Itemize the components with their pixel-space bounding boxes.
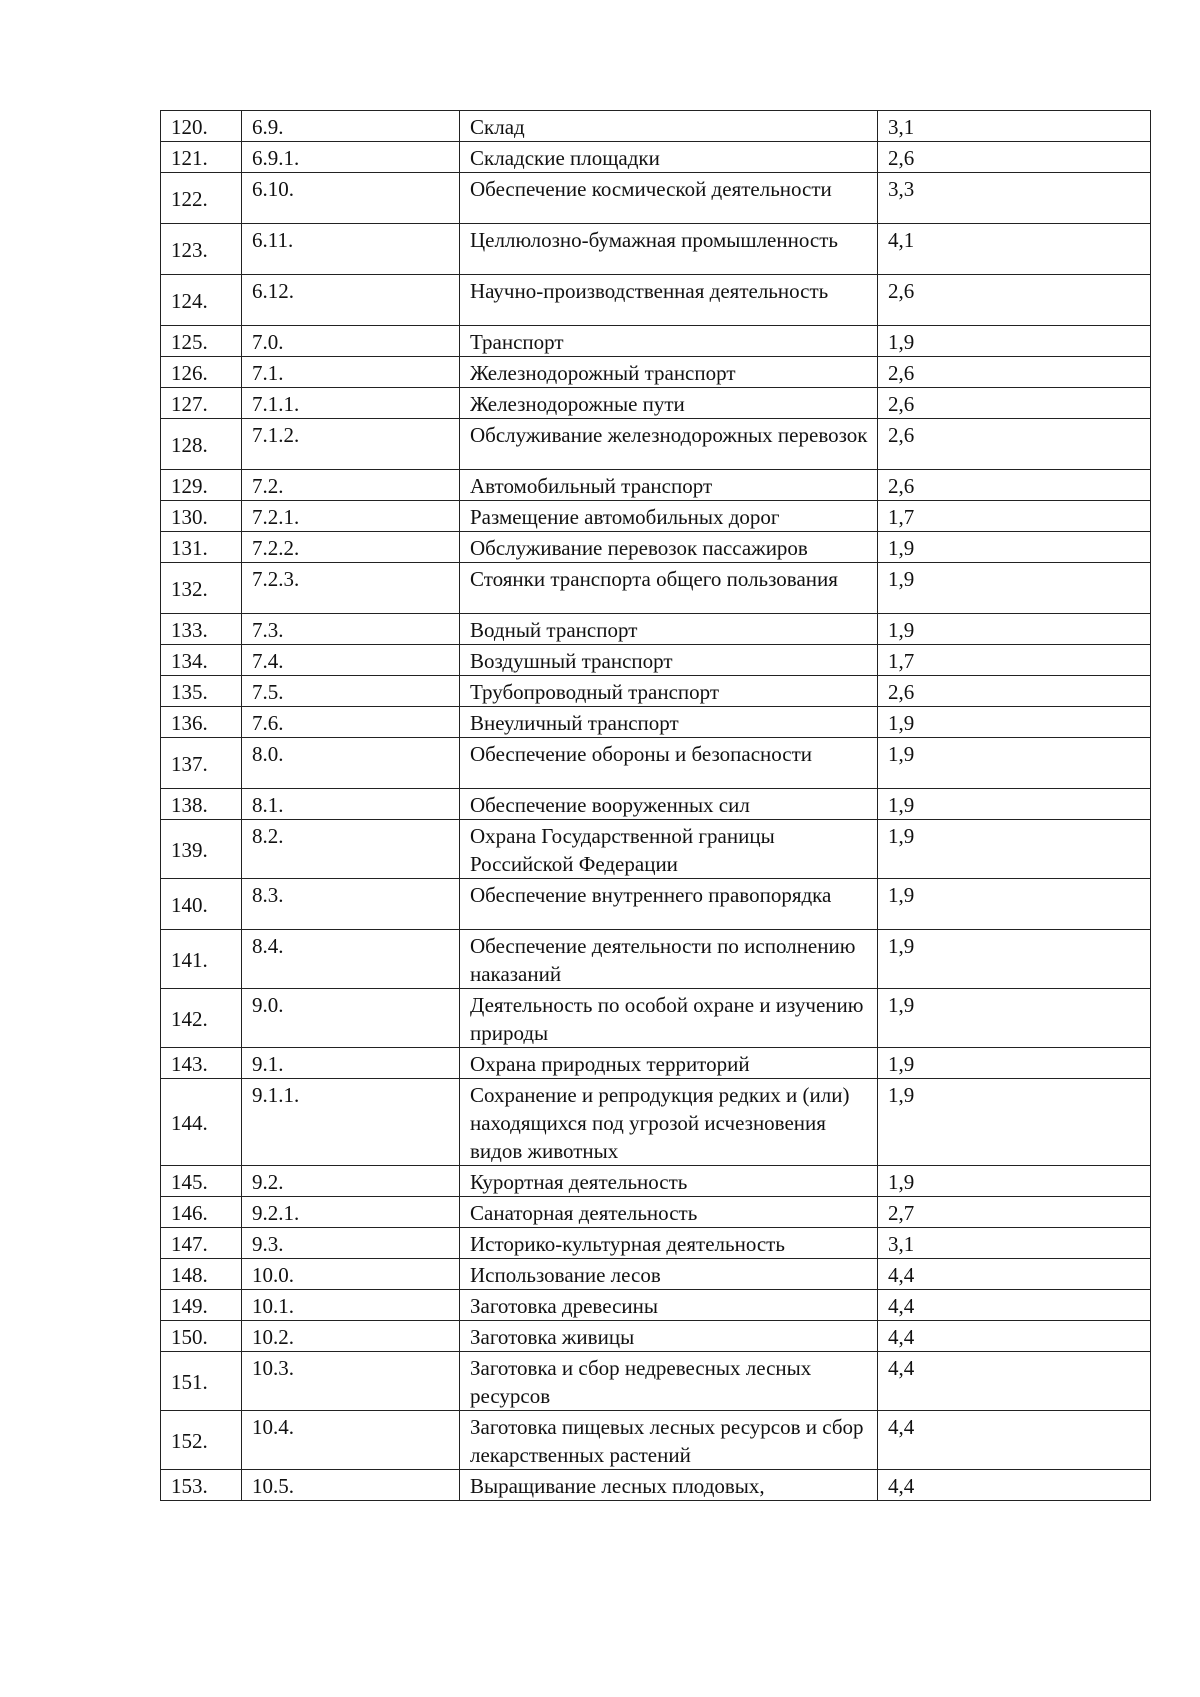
table-row [161,645,1151,676]
row-name: Склад [460,111,878,142]
row-name: Внеуличный транспорт [460,707,878,738]
row-number: 126. [161,357,242,388]
table-row [161,989,1151,1048]
row-number: 127. [161,388,242,419]
table-row [161,1470,1151,1501]
row-number: 124. [161,275,242,326]
row-name: Заготовка и сбор недревесных лесных ресурсов [460,1352,878,1411]
row-number: 143. [161,1048,242,1079]
row-name: Обеспечение вооруженных сил [460,789,878,820]
row-name: Железнодорожный транспорт [460,357,878,388]
row-value: 1,9 [878,879,1151,930]
row-number: 149. [161,1290,242,1321]
row-code: 10.3. [242,1352,460,1411]
table-row [161,563,1151,614]
table-row [161,1166,1151,1197]
row-value: 1,9 [878,820,1151,879]
row-number: 151. [161,1352,242,1411]
table-row [161,173,1151,224]
row-value: 1,9 [878,326,1151,357]
row-code: 9.2.1. [242,1197,460,1228]
table-row [161,1048,1151,1079]
row-name: Научно-производственная деятельность [460,275,878,326]
row-name: Стоянки транспорта общего пользования [460,563,878,614]
row-name: Охрана природных территорий [460,1048,878,1079]
row-value: 1,9 [878,1166,1151,1197]
row-name: Трубопроводный транспорт [460,676,878,707]
row-number: 153. [161,1470,242,1501]
row-code: 10.2. [242,1321,460,1352]
row-code: 10.1. [242,1290,460,1321]
row-number: 136. [161,707,242,738]
row-number: 147. [161,1228,242,1259]
row-name: Санаторная деятельность [460,1197,878,1228]
table-row [161,1290,1151,1321]
row-value: 4,4 [878,1470,1151,1501]
row-name: Курортная деятельность [460,1166,878,1197]
row-value: 2,6 [878,676,1151,707]
table-body [161,111,1151,1501]
row-value: 2,6 [878,419,1151,470]
row-code: 7.1.2. [242,419,460,470]
row-code: 7.1. [242,357,460,388]
row-value: 2,6 [878,142,1151,173]
row-name: Охрана Государственной границы Российской Федерации [460,820,878,879]
row-value: 1,9 [878,930,1151,989]
table-row [161,1352,1151,1411]
row-value: 4,4 [878,1290,1151,1321]
row-value: 1,9 [878,563,1151,614]
table-row [161,357,1151,388]
row-code: 8.2. [242,820,460,879]
row-value: 3,3 [878,173,1151,224]
row-code: 8.3. [242,879,460,930]
row-number: 139. [161,820,242,879]
row-code: 6.9. [242,111,460,142]
row-number: 128. [161,419,242,470]
table-row [161,1197,1151,1228]
row-code: 7.2.2. [242,532,460,563]
row-code: 10.0. [242,1259,460,1290]
row-number: 138. [161,789,242,820]
row-code: 6.12. [242,275,460,326]
table-row [161,1079,1151,1166]
table-row [161,111,1151,142]
row-name: Обслуживание перевозок пассажиров [460,532,878,563]
row-code: 9.1.1. [242,1079,460,1166]
row-value: 2,6 [878,388,1151,419]
table-row [161,532,1151,563]
table-row [161,707,1151,738]
table-row [161,738,1151,789]
row-value: 2,6 [878,275,1151,326]
row-name: Железнодорожные пути [460,388,878,419]
row-name: Использование лесов [460,1259,878,1290]
row-value: 4,4 [878,1352,1151,1411]
row-code: 9.2. [242,1166,460,1197]
row-code: 8.0. [242,738,460,789]
row-number: 141. [161,930,242,989]
row-code: 7.2.3. [242,563,460,614]
row-number: 122. [161,173,242,224]
row-name: Воздушный транспорт [460,645,878,676]
row-number: 150. [161,1321,242,1352]
row-value: 4,4 [878,1411,1151,1470]
row-name: Историко-культурная деятельность [460,1228,878,1259]
row-number: 120. [161,111,242,142]
row-value: 3,1 [878,111,1151,142]
table-row [161,1228,1151,1259]
table-row [161,820,1151,879]
row-name: Сохранение и репродукция редких и (или) находящихся под угрозой исчезновения видов животных [460,1079,878,1166]
row-value: 2,6 [878,357,1151,388]
row-value: 1,9 [878,707,1151,738]
row-code: 6.11. [242,224,460,275]
row-value: 1,9 [878,532,1151,563]
row-name: Размещение автомобильных дорог [460,501,878,532]
row-name: Обеспечение внутреннего правопорядка [460,879,878,930]
table-row [161,419,1151,470]
row-number: 132. [161,563,242,614]
row-number: 123. [161,224,242,275]
table-row [161,501,1151,532]
row-number: 152. [161,1411,242,1470]
row-code: 8.1. [242,789,460,820]
row-name: Заготовка пищевых лесных ресурсов и сбор лекарственных растений [460,1411,878,1470]
row-value: 2,7 [878,1197,1151,1228]
row-code: 7.0. [242,326,460,357]
row-value: 4,4 [878,1321,1151,1352]
table-row [161,275,1151,326]
row-name: Транспорт [460,326,878,357]
row-code: 7.2. [242,470,460,501]
row-code: 9.1. [242,1048,460,1079]
row-number: 131. [161,532,242,563]
table-row [161,930,1151,989]
row-value: 1,7 [878,501,1151,532]
table-row [161,676,1151,707]
table-row [161,142,1151,173]
land-use-table [160,110,1151,1501]
row-name: Обеспечение космической деятельности [460,173,878,224]
table-row [161,1259,1151,1290]
row-code: 8.4. [242,930,460,989]
row-number: 129. [161,470,242,501]
row-value: 2,6 [878,470,1151,501]
row-name: Обеспечение обороны и безопасности [460,738,878,789]
table-row [161,224,1151,275]
row-name: Водный транспорт [460,614,878,645]
row-value: 1,7 [878,645,1151,676]
row-code: 7.3. [242,614,460,645]
row-value: 1,9 [878,1048,1151,1079]
row-number: 145. [161,1166,242,1197]
row-code: 10.4. [242,1411,460,1470]
row-name: Заготовка живицы [460,1321,878,1352]
row-value: 1,9 [878,789,1151,820]
row-code: 6.9.1. [242,142,460,173]
row-number: 144. [161,1079,242,1166]
row-value: 3,1 [878,1228,1151,1259]
row-name: Складские площадки [460,142,878,173]
row-number: 130. [161,501,242,532]
row-code: 7.4. [242,645,460,676]
row-name: Обеспечение деятельности по исполнению наказаний [460,930,878,989]
table-row [161,388,1151,419]
row-name: Целлюлозно-бумажная промышленность [460,224,878,275]
table-row [161,1321,1151,1352]
row-code: 7.5. [242,676,460,707]
table-row [161,614,1151,645]
table-row [161,879,1151,930]
row-number: 137. [161,738,242,789]
row-number: 142. [161,989,242,1048]
row-value: 1,9 [878,989,1151,1048]
table-row [161,470,1151,501]
row-number: 140. [161,879,242,930]
row-value: 4,4 [878,1259,1151,1290]
row-value: 1,9 [878,614,1151,645]
row-number: 121. [161,142,242,173]
row-number: 134. [161,645,242,676]
row-number: 125. [161,326,242,357]
row-number: 133. [161,614,242,645]
row-code: 7.2.1. [242,501,460,532]
row-code: 9.0. [242,989,460,1048]
row-code: 6.10. [242,173,460,224]
row-value: 1,9 [878,1079,1151,1166]
row-name: Автомобильный транспорт [460,470,878,501]
row-name: Заготовка древесины [460,1290,878,1321]
row-number: 146. [161,1197,242,1228]
row-code: 7.6. [242,707,460,738]
row-value: 1,9 [878,738,1151,789]
table-row [161,326,1151,357]
table-row [161,1411,1151,1470]
row-name: Деятельность по особой охране и изучению природы [460,989,878,1048]
row-code: 10.5. [242,1470,460,1501]
row-name: Обслуживание железнодорожных перевозок [460,419,878,470]
row-number: 148. [161,1259,242,1290]
row-value: 4,1 [878,224,1151,275]
row-code: 7.1.1. [242,388,460,419]
row-code: 9.3. [242,1228,460,1259]
table-row [161,789,1151,820]
row-number: 135. [161,676,242,707]
row-name: Выращивание лесных плодовых, [460,1470,878,1501]
